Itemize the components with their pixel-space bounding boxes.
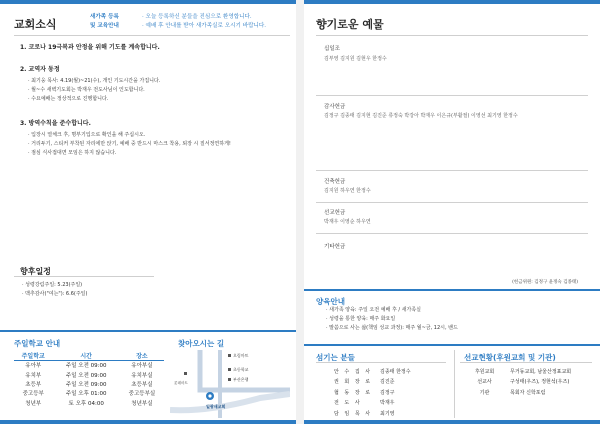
page-title: 교회소식 <box>14 18 57 31</box>
sunday-school-title: 주일학교 안내 <box>14 339 61 348</box>
map-marker <box>228 354 231 357</box>
sunday-school-table <box>14 351 164 407</box>
offering-names: 김지원 하우연 한정수 <box>324 188 371 194</box>
cell: 청년부실 <box>131 400 153 407</box>
pin-center <box>208 394 211 397</box>
cell: 유치부 <box>25 372 42 379</box>
section-item: · 입장시 열체크 후, 명부기입으로 확인을 해 주십시오. <box>28 132 146 138</box>
directions-title: 찾아오시는 길 <box>178 339 225 348</box>
section-item: · 거리두기, 스티커 부착된 자리에만 앉기, 예배 중 반드시 마스크 착용, 퇴장 시 질서정연하게! <box>28 141 231 147</box>
offering-label: 감사헌금 <box>324 104 346 110</box>
discipleship-title: 양육안내 <box>316 297 345 306</box>
cell: 초등부 <box>25 381 42 388</box>
discipleship-item: · 새가족 양육: 주일 오전 예배 후 / 새가족실 <box>326 307 421 313</box>
cell: 주일 오후 01:00 <box>65 391 107 398</box>
table-header: 시간 <box>52 351 119 361</box>
offering-names: 박재우 이영순 하우연 <box>324 219 371 225</box>
offering-label: 건축헌금 <box>324 179 346 185</box>
section-divider <box>0 330 296 332</box>
missions-table <box>464 366 576 398</box>
divider <box>316 170 588 171</box>
map-label: 부산은행 <box>233 377 249 382</box>
table-row <box>14 361 164 370</box>
table-row <box>334 387 415 398</box>
table-row <box>14 379 164 388</box>
cell: 주일 오전 09:00 <box>65 363 107 370</box>
news-section-1 <box>20 42 160 55</box>
divider <box>316 362 446 363</box>
table-row <box>464 377 576 388</box>
bottom-accent-bar <box>304 420 600 424</box>
role-cell: 권 회 장 로 <box>334 379 373 386</box>
section-divider <box>304 289 600 291</box>
page-title: 향기로운 예물 <box>316 18 384 31</box>
map-label: 일광새교회 <box>206 404 226 409</box>
news-section-3 <box>20 118 231 158</box>
cell: 청년부 <box>25 400 42 407</box>
table-row <box>464 366 576 377</box>
offering-committee: (헌금위원: 김정구 윤정숙 김종태) <box>512 280 578 285</box>
header-text: · 오늘 등록하신 분들을 진심으로 환영합니다. <box>142 14 252 20</box>
top-accent-bar <box>304 0 600 4</box>
name-cell: 김진준 <box>380 379 395 386</box>
offering-names: 김정구 김종태 김지현 김진준 류정숙 박강아 박재우 이은규(부활절) 이영선 최기영 한정수 <box>324 113 518 119</box>
role-cell: 협 동 장 로 <box>334 389 373 396</box>
map-marker <box>184 372 187 375</box>
table-row <box>14 370 164 379</box>
discipleship-item: · 말씀으로 사는 삶(책임 성교 과정): 매주 월~금, 12시, 밴드 <box>326 325 458 331</box>
section-divider <box>304 344 600 346</box>
role-cell: 안 수 집 사 <box>334 368 373 375</box>
table-header: 장소 <box>120 351 164 361</box>
missions-title-sub: (후원교회 및 기관) <box>492 353 556 362</box>
category-cell: 선교사 <box>477 379 492 386</box>
discipleship-list <box>326 306 458 333</box>
section-title: 1. 코로나 19극복과 안정을 위해 기도를 계속합니다. <box>20 44 160 51</box>
header-tag: 새가족 등록 <box>90 14 119 20</box>
header-tag: 및 교육안내 <box>90 23 119 29</box>
cell: 유아부 <box>25 363 42 370</box>
offering-label: 기타헌금 <box>324 244 346 250</box>
table-row <box>334 377 415 388</box>
detail-cell: 구성태(우즈), 정현석(우즈) <box>510 379 570 386</box>
divider <box>14 35 290 36</box>
divider <box>316 202 588 203</box>
table-row <box>14 389 164 398</box>
right-page <box>304 0 600 424</box>
cell: 유아부실 <box>131 363 153 370</box>
section-item: · 수요예배는 정상적으로 진행합니다. <box>28 96 109 102</box>
name-cell: 김종태 한정수 <box>380 368 411 375</box>
church-map <box>170 350 290 418</box>
map-label: 롯데마트 <box>174 381 188 385</box>
map-road <box>170 394 290 410</box>
map-label: 초등학교 <box>233 367 249 372</box>
header-text: · 예배 후 안내를 받아 새가족실로 오시기 바랍니다. <box>142 23 267 29</box>
table-row <box>14 398 164 407</box>
table-row <box>334 366 415 377</box>
news-section-2 <box>20 64 160 104</box>
map-marker <box>228 368 231 371</box>
divider <box>316 95 588 96</box>
servants-title: 섬기는 분들 <box>316 353 355 362</box>
role-cell: 전 도 사 <box>334 400 362 407</box>
name-cell: 김정구 <box>380 389 395 396</box>
category-cell: 후원교회 <box>474 368 495 375</box>
name-cell: 최기영 <box>380 410 395 417</box>
detail-cell: 목회자 신학포럼 <box>510 389 546 396</box>
map-marker <box>228 378 231 381</box>
top-accent-bar <box>0 0 296 4</box>
name-cell: 박재우 <box>380 400 395 407</box>
cell: 중고등부실 <box>128 391 156 398</box>
cell: 주일 오전 09:00 <box>65 372 107 379</box>
offering-names: 김부영 김지원 김현우 한정수 <box>324 56 387 62</box>
table-row <box>334 408 415 419</box>
section-item: · 점심 식사접대면 모임은 하지 않습니다. <box>28 150 117 156</box>
detail-cell: 무거동교회, 남울산정표교회 <box>510 368 572 375</box>
table-row <box>334 398 415 409</box>
discipleship-item: · 성령을 통한 양육: 매주 화요일 <box>326 316 396 322</box>
bottom-accent-bar <box>0 420 296 424</box>
cell: 중고등부 <box>22 391 44 398</box>
divider <box>316 35 588 36</box>
table-header: 주일학교 <box>14 351 52 361</box>
left-page <box>0 0 296 424</box>
cell: 주일 오전 09:00 <box>65 381 107 388</box>
role-cell: 담 임 목 사 <box>334 410 373 417</box>
servants-table <box>334 366 415 419</box>
newcomer-header <box>90 13 290 31</box>
section-item: · 월~수 새벽기도회는 박재우 전도사님이 인도합니다. <box>28 87 145 93</box>
section-title: 3. 방역수칙을 준수합니다. <box>20 120 91 127</box>
column-divider <box>454 350 455 418</box>
divider <box>460 362 592 363</box>
table-row <box>464 387 576 398</box>
schedule-item: · 성령강림주일: 5.23(주일) <box>22 282 83 288</box>
category-cell: 기관 <box>479 389 490 396</box>
schedule-title: 향후일정 <box>20 267 51 276</box>
missions-title-main: 선교현황 <box>464 353 493 362</box>
divider <box>316 233 588 234</box>
offering-label: 선교헌금 <box>324 210 346 216</box>
section-title: 2. 교역자 동정 <box>20 66 60 73</box>
offering-label: 십일조 <box>324 46 340 52</box>
schedule-list <box>22 281 87 299</box>
divider <box>14 276 154 277</box>
cell: 유치부실 <box>131 372 153 379</box>
cell: 초등부실 <box>131 381 153 388</box>
map-label: 오림마트 <box>233 353 249 358</box>
page-gutter <box>296 0 304 424</box>
section-item: · 최기웅 목사: 4.19(월)~21(수), 개인 기도시간을 가집니다. <box>28 78 161 84</box>
cell: 토 오후 04:00 <box>68 400 104 407</box>
schedule-item: · 맥추감사("여는"): 6.6(주일) <box>22 291 88 297</box>
